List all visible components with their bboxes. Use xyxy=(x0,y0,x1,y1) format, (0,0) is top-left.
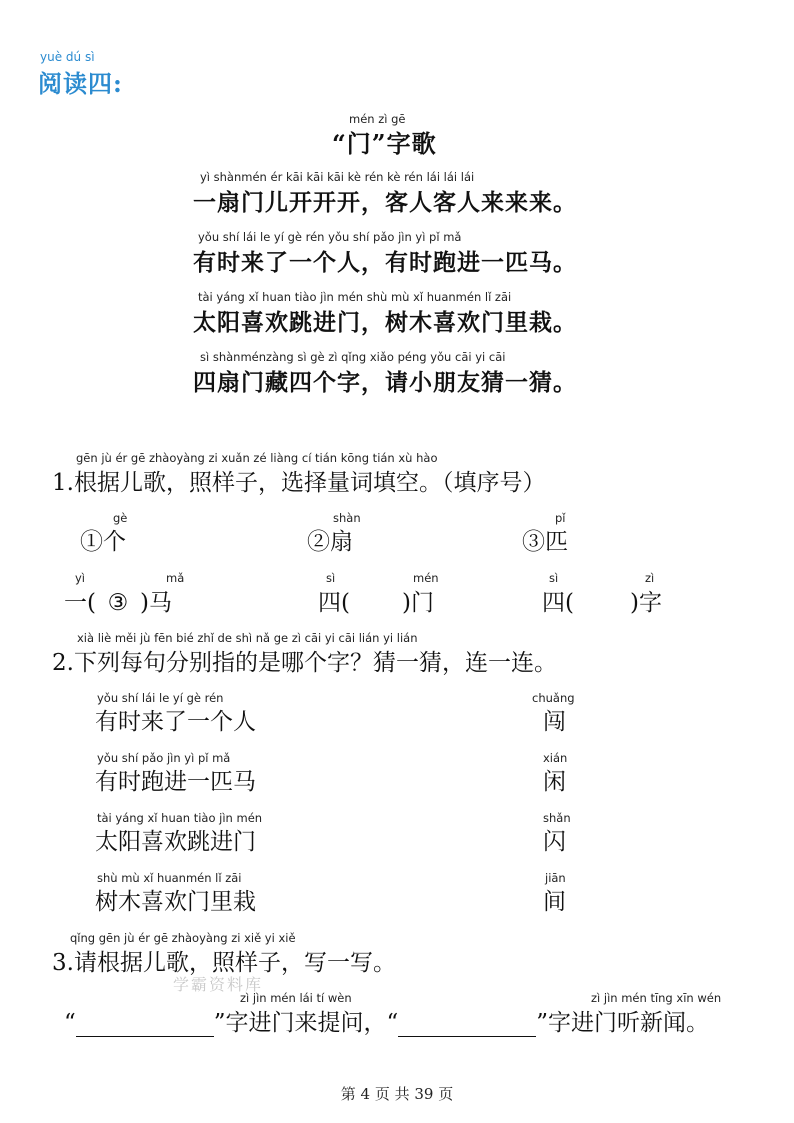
q1-blank-3-pinyin-a: sì xyxy=(549,571,559,585)
q2-left-2-pinyin: yǒu shí pǎo jìn yì pǐ mǎ xyxy=(97,751,231,765)
q3-fill-line xyxy=(64,1004,709,1037)
q2-right-4[interactable]: 间 xyxy=(543,889,566,915)
q1-pinyin: gēn jù ér gē zhàoyàng zi xuǎn zé liàng cí tián kōng tián xù hào xyxy=(76,451,438,465)
q1-text: 1.根据儿歌，照样子，选择量词填空。（填序号） xyxy=(52,470,546,496)
q1-blank-2-pinyin-b: mén xyxy=(413,571,439,585)
q1-blank-2-suffix: )门 xyxy=(401,590,434,616)
q3-blank-2[interactable] xyxy=(398,1016,536,1037)
poem-line-3-pinyin: tài yáng xǐ huan tiào jìn mén shù mù xǐ huanmén lǐ zāi xyxy=(198,290,512,304)
q3-text: 3.请根据儿歌，照样子，写一写。 xyxy=(52,950,396,976)
q3-pinyin: qǐng gēn jù ér gē zhàoyàng zi xiě yi xiě xyxy=(70,931,296,945)
poem-line-3: 太阳喜欢跳进门，树木喜欢门里栽。 xyxy=(193,309,577,336)
q2-right-2-pinyin: xián xyxy=(543,751,568,765)
q1-blank-1-pinyin-b: mǎ xyxy=(166,571,185,585)
q2-right-1[interactable]: 闯 xyxy=(543,709,566,735)
page-footer: 第 4 页 共 39 页 xyxy=(340,1085,454,1103)
watermark: 学霸资料库 xyxy=(173,975,264,994)
poem-line-4-pinyin: sì shànménzàng sì gè zì qǐng xiǎo péng yǒu cāi yi cāi xyxy=(200,350,506,364)
q1-blank-1-prefix: 一( xyxy=(64,590,96,616)
q3-end-text: ”字进门听新闻。 xyxy=(536,1010,710,1036)
q3-pinyin-a: zì jìn mén lái tí wèn xyxy=(240,991,352,1005)
q2-right-3-pinyin: shǎn xyxy=(543,811,571,825)
q1-blank-2 xyxy=(318,584,434,617)
q1-blank-3-prefix: 四( xyxy=(542,590,574,616)
q3-open-quote: “ xyxy=(64,1010,76,1036)
poem-title: “门”字歌 xyxy=(332,129,437,158)
q1-blank-1-suffix: )马 xyxy=(139,590,172,616)
q1-blank-2-pinyin-a: sì xyxy=(326,571,336,585)
q3-pinyin-b: zì jìn mén tīng xīn wén xyxy=(591,991,722,1005)
q2-left-4[interactable]: 树木喜欢门里栽 xyxy=(95,889,256,915)
poem-title-pinyin: mén zì gē xyxy=(349,112,406,126)
q2-right-3[interactable]: 闪 xyxy=(543,829,566,855)
q3-mid-text: ”字进门来提问，“ xyxy=(213,1010,399,1036)
q2-left-2[interactable]: 有时跑进一匹马 xyxy=(95,769,256,795)
poem-line-1: 一扇门儿开开开，客人客人来来来。 xyxy=(193,189,577,216)
q2-left-3-pinyin: tài yáng xǐ huan tiào jìn mén xyxy=(97,811,263,825)
q1-option-3: ③匹 xyxy=(522,529,568,555)
q1-blank-3 xyxy=(542,584,662,617)
q1-option-1-pinyin: gè xyxy=(113,511,128,525)
q1-blank-3-pinyin-b: zì xyxy=(645,571,655,585)
q1-option-2: ②扇 xyxy=(307,529,353,555)
section-title-pinyin: yuè dú sì xyxy=(40,50,95,64)
q1-blank-1-answer[interactable]: ③ xyxy=(107,590,129,616)
q2-right-2[interactable]: 闲 xyxy=(543,769,566,795)
poem-line-2-pinyin: yǒu shí lái le yí gè rén yǒu shí pǎo jìn yì pǐ mǎ xyxy=(198,230,462,244)
q1-blank-1-pinyin-a: yì xyxy=(75,571,86,585)
q2-pinyin: xià liè měi jù fēn bié zhǐ de shì nǎ ge zì cāi yi cāi lián yi lián xyxy=(77,631,418,645)
q3-blank-1[interactable] xyxy=(76,1016,214,1037)
q1-option-1: ①个 xyxy=(80,529,126,555)
q1-blank-1 xyxy=(64,584,172,617)
q2-left-1[interactable]: 有时来了一个人 xyxy=(95,709,256,735)
section-title: 阅读四: xyxy=(38,69,123,98)
q1-option-2-pinyin: shàn xyxy=(333,511,361,525)
q2-text: 2.下列每句分别指的是哪个字？猜一猜，连一连。 xyxy=(52,650,557,676)
poem-line-4: 四扇门藏四个字，请小朋友猜一猜。 xyxy=(193,369,577,396)
q2-right-4-pinyin: jiān xyxy=(545,871,566,885)
poem-line-1-pinyin: yì shànmén ér kāi kāi kāi kè rén kè rén lái lái lái xyxy=(200,170,475,184)
q1-blank-3-suffix: )字 xyxy=(629,590,662,616)
poem-line-2: 有时来了一个人，有时跑进一匹马。 xyxy=(193,249,577,276)
q2-left-4-pinyin: shù mù xǐ huanmén lǐ zāi xyxy=(97,871,242,885)
q1-blank-2-prefix: 四( xyxy=(318,590,350,616)
q2-left-1-pinyin: yǒu shí lái le yí gè rén xyxy=(97,691,224,705)
q1-option-3-pinyin: pǐ xyxy=(555,511,566,525)
q2-right-1-pinyin: chuǎng xyxy=(532,691,575,705)
q2-left-3[interactable]: 太阳喜欢跳进门 xyxy=(95,829,256,855)
